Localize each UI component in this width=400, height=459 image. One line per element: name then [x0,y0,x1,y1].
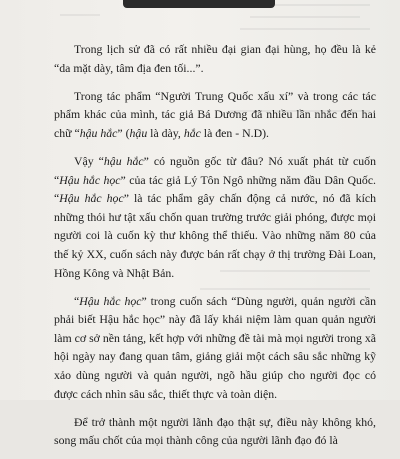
paragraph-4: “Hậu hắc học” trong cuốn sách “Dùng người, quản người cần phải biết Hậu hắc học” này đã lấy khái niệm làm quan quản người làm cơ sở nền tảng, kết hợp với những đề tài mà mọi người trong xã hội ngày nay đang quan tâm, giảng giải một cách sâu sắc những kỹ xảo dùng người và quản người, ngõ hầu giúp cho người đọc có được cách nhìn sâu sắc, thiết thực và toàn diện. [54,293,376,401]
paragraph-2: Trong tác phẩm “Người Trung Quốc xấu xí” và trong các tác phẩm khác của mình, tác giả Bá Dương đã nhiều lần nhắc đến hai chữ “hậu hắc” (hậu là dày, hắc là đen - N.D). [54,88,376,140]
paragraph-1: Trong lịch sử đã có rất nhiều đại gian đại hùng, họ đều là kẻ “da mặt dày, tâm địa đen tối...”. [54,42,376,75]
paragraph-3: Vậy “hậu hắc” có nguồn gốc từ đâu? Nó xuất phát từ cuốn “Hậu hắc học” của tác giả Lý Tôn Ngô những năm đầu Dân Quốc. “Hậu hắc học” là tác phẩm gây chấn động cả nước, nó đã kích những thói hư tật xấu chốn quan trường trước giải phóng, được mọi người coi là cuốn kỳ thư không thể thiếu. Vào những năm 80 của thế kỷ XX, cuốn sách này được bán rất chạy ở thị trường Đài Loan, Hồng Kông và Nhật Bản. [54,153,377,280]
paragraph-5: Để trở thành một người lãnh đạo thật sự, điều này không khó, song mấu chốt của mọi thành công của người lãnh đạo đó là [54,414,376,448]
body-text [54,40,376,459]
chapter-header-bar [123,0,275,8]
